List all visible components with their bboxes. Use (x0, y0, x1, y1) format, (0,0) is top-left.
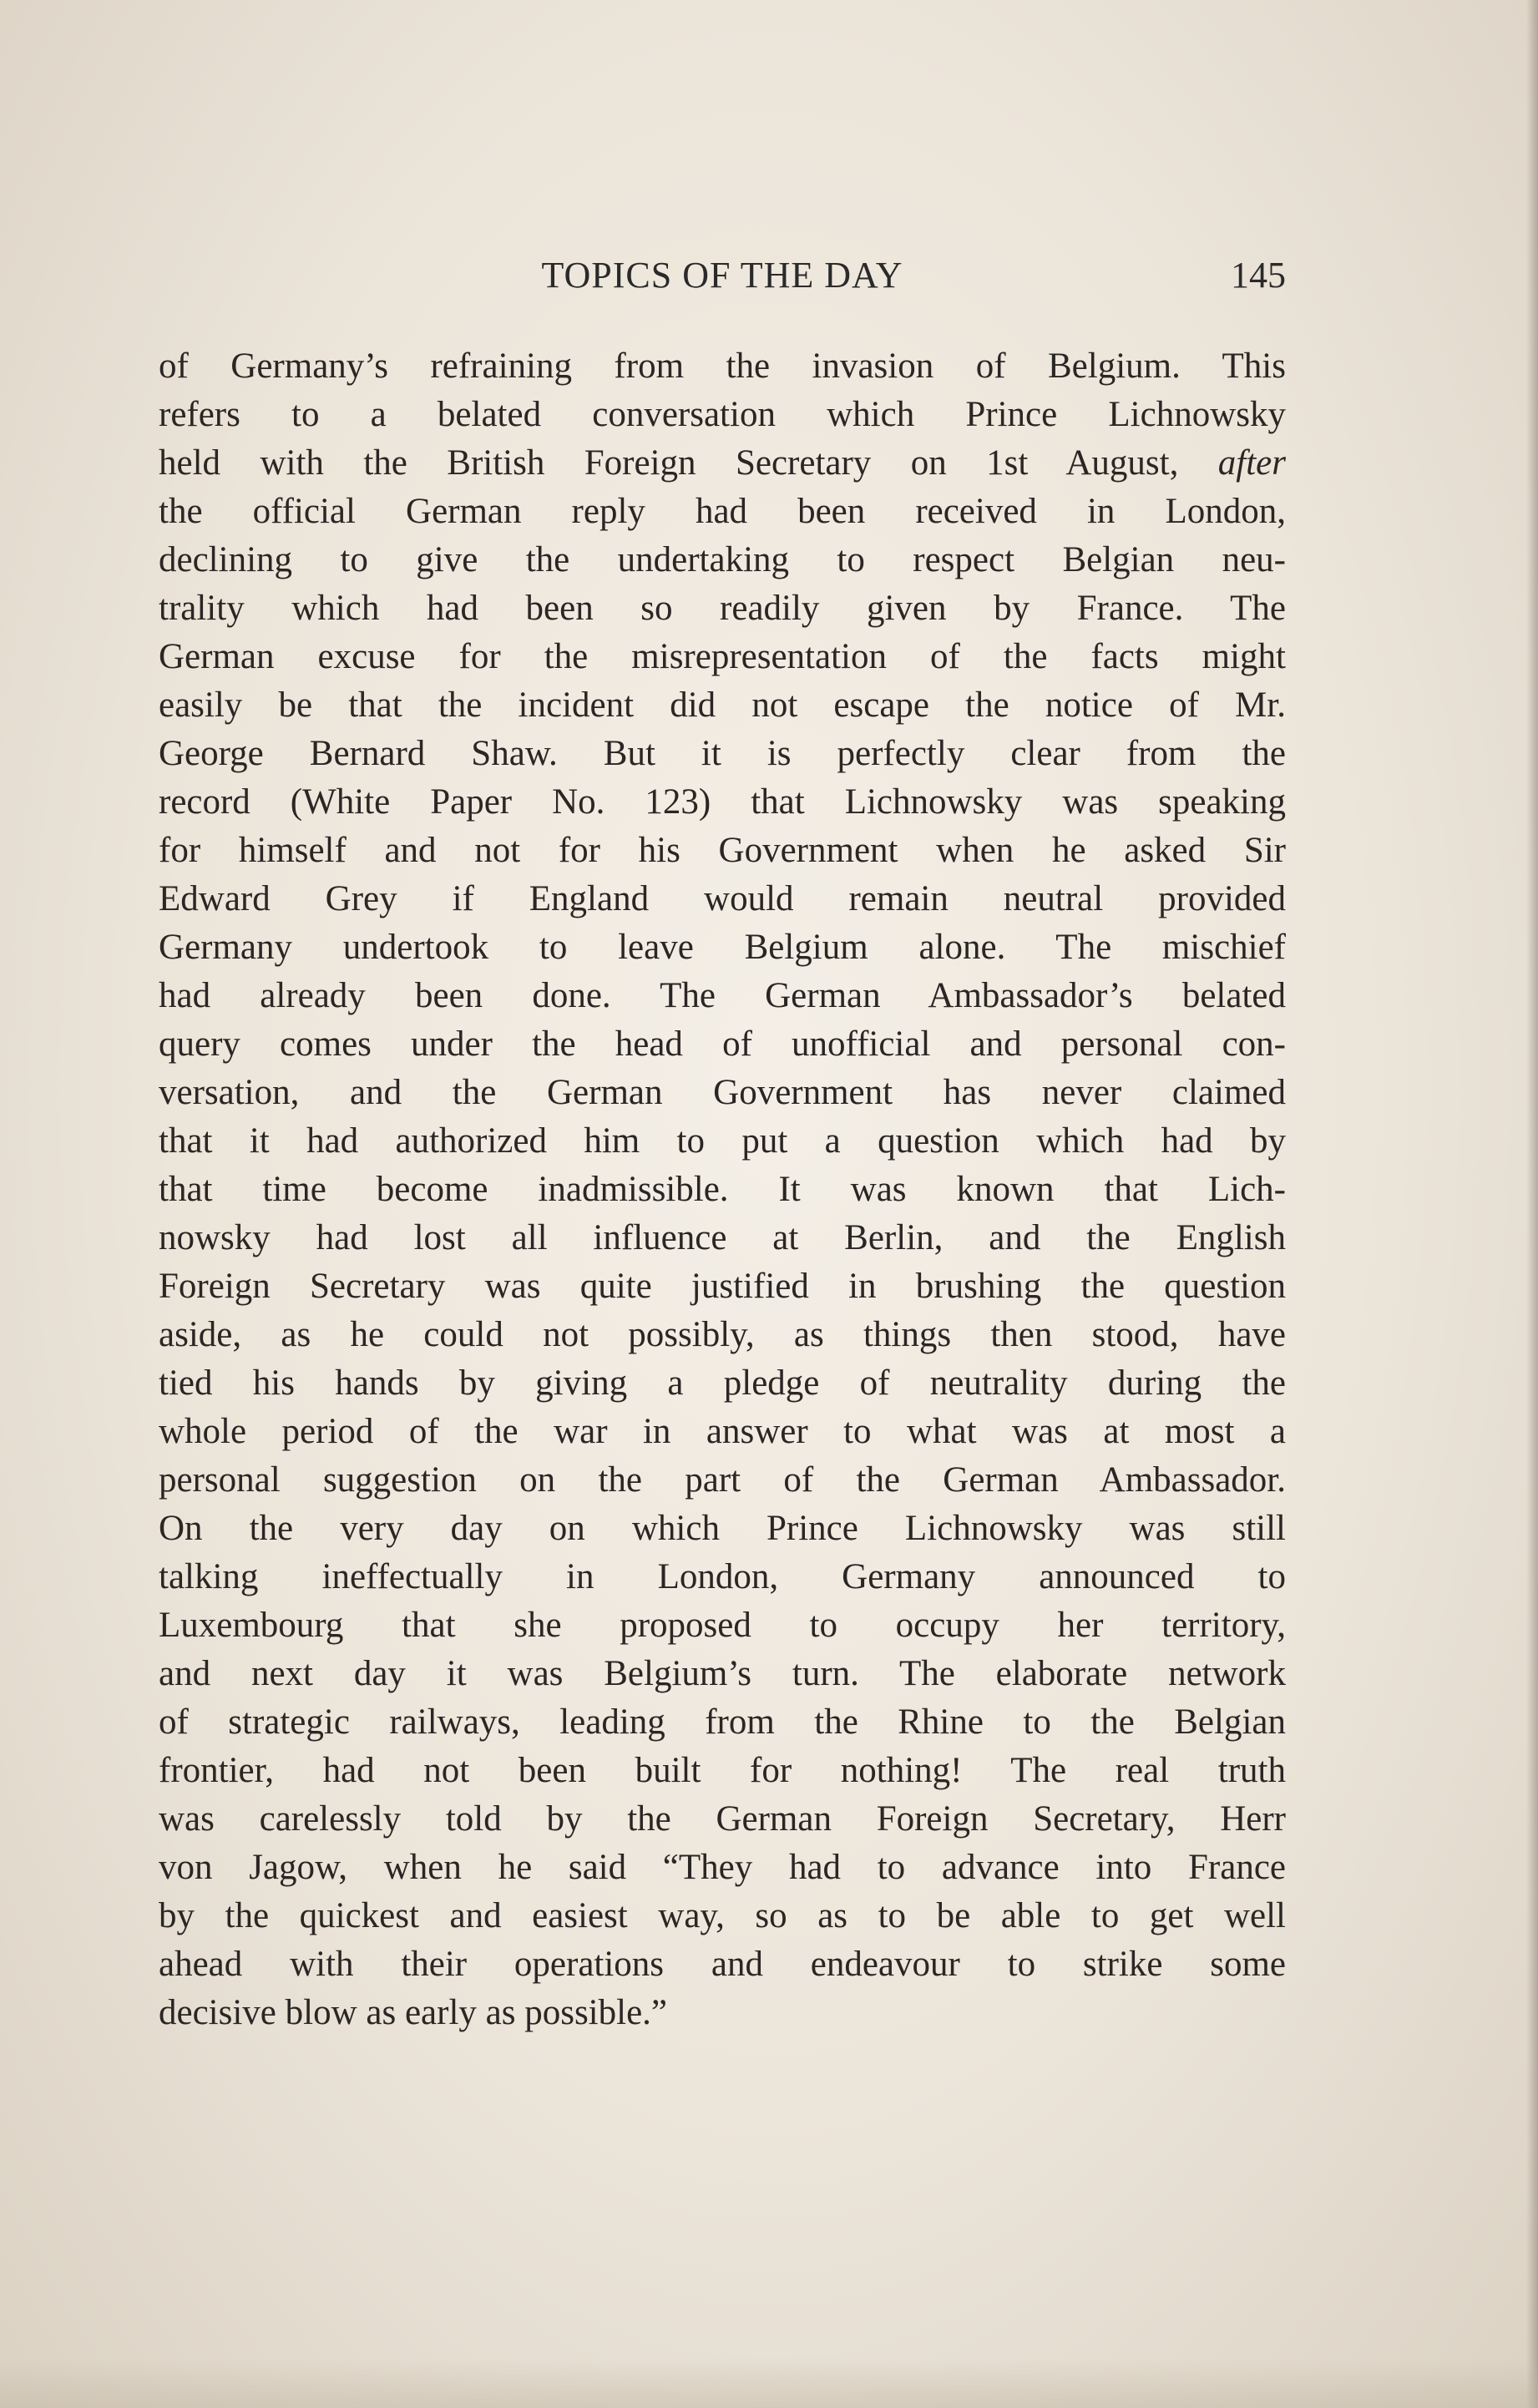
text-line: personal suggestion on the part of the German Ambassador. (159, 1460, 1286, 1500)
body-paragraph (159, 342, 1286, 2037)
text-line: talking ineffectually in London, Germany announced to (159, 1557, 1286, 1596)
text-line: German excuse for the misrepresentation of the facts might (159, 637, 1286, 676)
text-line: von Jagow, when he said “They had to advance into France (159, 1848, 1286, 1887)
text-line: Luxembourg that she proposed to occupy her territory, (159, 1606, 1286, 1645)
text-line: refers to a belated conversation which Prince Lichnowsky (159, 395, 1286, 434)
text-line: Edward Grey if England would remain neutral provided (159, 879, 1286, 918)
text-line: query comes under the head of unofficial and personal con- (159, 1024, 1286, 1064)
text-line: and next day it was Belgium’s turn. The elaborate network (159, 1654, 1286, 1693)
text-line: the official German reply had been received in London, (159, 492, 1286, 531)
text-line: Foreign Secretary was quite justified in brushing the question (159, 1267, 1286, 1306)
text-line: by the quickest and easiest way, so as to be able to get well (159, 1896, 1286, 1935)
page-bottom-shadow (0, 2358, 1538, 2408)
text-line: held with the British Foreign Secretary on 1st August, after (159, 443, 1286, 483)
text-line: decisive blow as early as possible.” (159, 1993, 667, 2032)
text-line: of Germany’s refraining from the invasion of Belgium. This (159, 347, 1286, 386)
text-line: that it had authorized him to put a question which had by (159, 1121, 1286, 1161)
text-line: whole period of the war in answer to what was at most a (159, 1412, 1286, 1451)
text-line: that time become inadmissible. It was known that Lich- (159, 1170, 1286, 1209)
text-line: aside, as he could not possibly, as things then stood, have (159, 1315, 1286, 1354)
text-line: tied his hands by giving a pledge of neutrality during the (159, 1363, 1286, 1403)
page-number: 145 (1231, 255, 1286, 296)
page-edge-shadow (1526, 0, 1538, 2408)
text-line: record (White Paper No. 123) that Lichnowsky was speaking (159, 782, 1286, 822)
text-line: trality which had been so readily given by France. The (159, 589, 1286, 628)
running-title: TOPICS OF THE DAY (541, 255, 903, 296)
text-line: nowsky had lost all influence at Berlin, and the English (159, 1218, 1286, 1257)
text-line: George Bernard Shaw. But it is perfectly clear from the (159, 734, 1286, 773)
text-line: Germany undertook to leave Belgium alone. The mischief (159, 928, 1286, 967)
text-line: On the very day on which Prince Lichnowsky was still (159, 1509, 1286, 1548)
text-line: declining to give the undertaking to respect Belgian neu- (159, 540, 1286, 579)
text-line: was carelessly told by the German Foreign Secretary, Herr (159, 1799, 1286, 1839)
text-line: of strategic railways, leading from the Rhine to the Belgian (159, 1702, 1286, 1742)
running-header (159, 254, 1286, 304)
text-line: frontier, had not been built for nothing! The real truth (159, 1751, 1286, 1790)
text-line: versation, and the German Government has never claimed (159, 1073, 1286, 1112)
text-line: ahead with their operations and endeavour to strike some (159, 1945, 1286, 1984)
text-line: easily be that the incident did not escape the notice of Mr. (159, 685, 1286, 725)
text-line: for himself and not for his Government when he asked Sir (159, 831, 1286, 870)
text-line: had already been done. The German Ambassador’s belated (159, 976, 1286, 1015)
